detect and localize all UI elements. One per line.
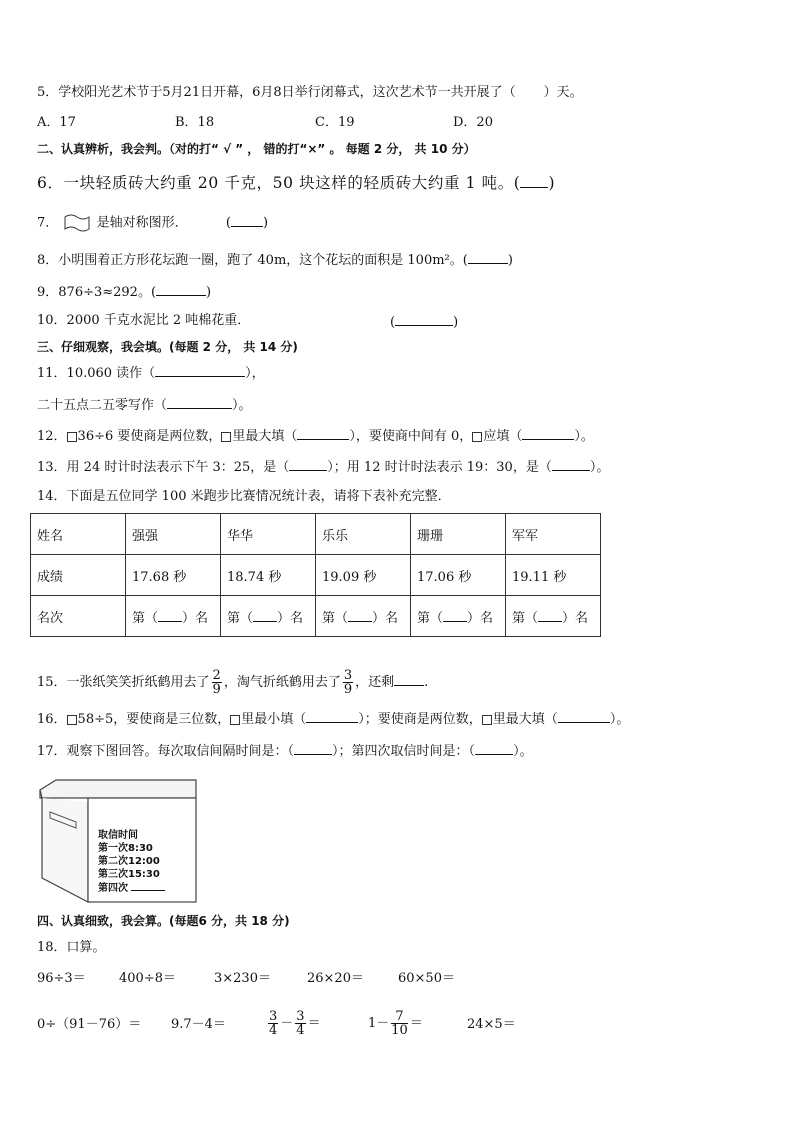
q10-close: ) bbox=[453, 315, 459, 330]
section3-heading: 三、仔细观察，我会填。(每题 2 分， 共 14 分) bbox=[37, 340, 298, 354]
table-row bbox=[31, 596, 601, 637]
rank-cell[interactable] bbox=[316, 596, 411, 637]
q7-question bbox=[37, 213, 268, 233]
rank-cell[interactable] bbox=[126, 596, 221, 637]
mailbox-line-3: 第三次15:30 bbox=[98, 869, 160, 880]
q15-text-a: 15．一张纸笑笑折纸鹤用去了 bbox=[37, 675, 210, 690]
q16-question bbox=[37, 710, 629, 728]
rank-suffix: ）名 bbox=[182, 610, 209, 626]
q5-option-d[interactable]: D．20 bbox=[453, 115, 493, 130]
q9-question bbox=[37, 283, 211, 301]
q15-text-b: ，淘气折纸鹤用去了 bbox=[223, 675, 341, 690]
q15-question bbox=[37, 668, 428, 698]
q13-answer-blank-1[interactable] bbox=[289, 458, 327, 471]
fraction-denominator: 9 bbox=[343, 682, 353, 697]
q18-item: 3×230＝ bbox=[214, 971, 271, 986]
q9-close: ) bbox=[206, 285, 212, 300]
student-name: 强强 bbox=[126, 514, 221, 555]
rank-cell[interactable] bbox=[506, 596, 601, 637]
q18-item: 26×20＝ bbox=[307, 971, 364, 986]
rank-suffix: ）名 bbox=[277, 610, 304, 626]
rank-blank[interactable] bbox=[158, 609, 182, 622]
q5-option-a[interactable]: A．17 bbox=[37, 115, 76, 130]
fraction-3-9 bbox=[343, 669, 353, 696]
q13-text-c: ）。 bbox=[589, 460, 610, 475]
rank-blank[interactable] bbox=[348, 609, 372, 622]
fraction-2-9 bbox=[212, 669, 222, 696]
equals-sign: ＝ bbox=[409, 1016, 423, 1031]
q13-text-b: ）；用 12 时计时法表示 19：30，是（ bbox=[327, 460, 552, 475]
section4-heading: 四、认真细致，我会算。(每题6 分，共 18 分) bbox=[37, 914, 290, 928]
q11-text2-end: ）。 bbox=[232, 398, 252, 413]
q9-text: 9．876÷3≈292。( bbox=[37, 285, 157, 300]
q18-item: 0÷（91－76）＝ bbox=[37, 1017, 142, 1032]
q5-text: 5．学校阳光艺术节于5月21日开幕，6月8日举行闭幕式，这次艺术节一共开展了（ bbox=[37, 85, 516, 100]
q7-answer-blank[interactable] bbox=[231, 214, 263, 227]
q15-text-c: ，还剩 bbox=[355, 675, 395, 690]
student-score: 19.11 秒 bbox=[506, 555, 601, 596]
q7-text: 是轴对称图形． bbox=[96, 215, 188, 231]
q6-question bbox=[37, 173, 555, 191]
q13-text-a: 13．用 24 时计时法表示下午 3：25，是（ bbox=[37, 460, 290, 475]
q16-text-e: 里最大填（ bbox=[492, 712, 558, 727]
q12-text-d: 应填（ bbox=[483, 429, 523, 444]
q11-line1 bbox=[37, 364, 265, 382]
rank-blank[interactable] bbox=[538, 609, 562, 622]
section2-heading: 二、认真辨析，我会判。（对的打“ √ ” ， 错的打“×” 。 每题 2 分， 共 10 分） bbox=[37, 142, 476, 156]
q16-text-b: 58÷5，要使商是三位数， bbox=[77, 712, 231, 727]
q11-answer-blank-1[interactable] bbox=[155, 364, 245, 377]
student-name: 珊珊 bbox=[411, 514, 506, 555]
fraction-3-4 bbox=[295, 1010, 305, 1037]
fraction-denominator: 4 bbox=[269, 1023, 278, 1038]
rank-prefix: 第（ bbox=[417, 610, 444, 626]
mailbox-schedule bbox=[98, 829, 165, 895]
q11-line2 bbox=[37, 396, 252, 414]
mailbox-line-4-row bbox=[98, 881, 165, 895]
q17-text-c: ）。 bbox=[513, 744, 533, 759]
wave-shape-icon bbox=[62, 213, 92, 233]
q8-answer-blank[interactable] bbox=[468, 251, 508, 264]
q6-answer-blank[interactable] bbox=[520, 173, 548, 188]
fraction-7-10 bbox=[391, 1010, 408, 1037]
mailbox-line-2: 第二次12:00 bbox=[98, 856, 160, 867]
q16-number: 16． bbox=[37, 712, 67, 727]
q13-question bbox=[37, 458, 609, 476]
mailbox-line-1: 第一次8:30 bbox=[98, 843, 153, 854]
q5-option-b[interactable]: B．18 bbox=[175, 115, 215, 130]
q18-fraction-expr-1 bbox=[266, 1006, 321, 1042]
fraction-numerator: 3 bbox=[269, 1009, 278, 1024]
q11-text-end: ）， bbox=[245, 366, 265, 381]
q18-item: 400÷8＝ bbox=[119, 971, 176, 986]
mailbox-line-4: 第四次 bbox=[98, 883, 128, 894]
q18-fraction-expr-2 bbox=[368, 1006, 423, 1042]
q6-text: 6．一块轻质砖大约重 20 千克，50 块这样的轻质砖大约重 1 吨。( bbox=[37, 174, 521, 192]
q10-open: ( bbox=[390, 315, 396, 330]
rank-suffix: ）名 bbox=[467, 610, 494, 626]
mailbox-fourth-blank bbox=[131, 881, 165, 891]
race-score-table bbox=[30, 513, 601, 637]
q12-text-e: ）。 bbox=[574, 429, 594, 444]
student-score: 19.09 秒 bbox=[316, 555, 411, 596]
q16-text-f: ）。 bbox=[609, 712, 630, 727]
rank-cell[interactable] bbox=[411, 596, 506, 637]
q5-answer-blank[interactable] bbox=[516, 84, 544, 96]
q16-text-c: 里最小填（ bbox=[241, 712, 307, 727]
q18-item: 9.7－4＝ bbox=[171, 1017, 226, 1032]
q10-text: 10．2000 千克水泥比 2 吨棉花重． bbox=[37, 313, 251, 328]
rank-blank[interactable] bbox=[253, 609, 277, 622]
fraction-3-4 bbox=[268, 1010, 278, 1037]
rank-prefix: 第（ bbox=[132, 610, 159, 626]
q9-answer-blank[interactable] bbox=[156, 283, 206, 296]
rank-prefix: 第（ bbox=[512, 610, 539, 626]
square-placeholder-icon bbox=[67, 715, 77, 725]
fraction-numerator: 7 bbox=[391, 1010, 408, 1024]
square-placeholder-icon bbox=[482, 715, 492, 725]
fraction-denominator: 9 bbox=[212, 682, 221, 697]
q11-text: 11．10.060 读作（ bbox=[37, 366, 156, 381]
q5-text-end: ）天。 bbox=[543, 85, 583, 100]
q12-text-c: ），要使商中间有 0， bbox=[349, 429, 473, 444]
student-name: 军军 bbox=[506, 514, 601, 555]
fraction-numerator: 2 bbox=[212, 668, 221, 683]
q17-answer-blank-1[interactable] bbox=[294, 742, 332, 755]
q7-number: 7． bbox=[37, 215, 59, 231]
minus-sign: － bbox=[280, 1016, 294, 1031]
equals-sign: ＝ bbox=[307, 1016, 321, 1031]
q5-option-c[interactable]: C．19 bbox=[315, 115, 355, 130]
fraction-numerator: 3 bbox=[296, 1009, 305, 1024]
q8-text: 8．小明围着正方形花坛跑一圈，跑了 40m，这个花坛的面积是 100m²。( bbox=[37, 253, 468, 268]
table-row bbox=[31, 514, 601, 555]
student-score: 17.68 秒 bbox=[126, 555, 221, 596]
row-header-score: 成绩 bbox=[31, 555, 126, 596]
rank-suffix: ）名 bbox=[562, 610, 589, 626]
square-placeholder-icon bbox=[230, 715, 240, 725]
q17-answer-blank-2[interactable] bbox=[475, 742, 513, 755]
student-name: 华华 bbox=[221, 514, 316, 555]
student-score: 18.74 秒 bbox=[221, 555, 316, 596]
q18-item: 96÷3＝ bbox=[37, 971, 86, 986]
q16-answer-blank-1[interactable] bbox=[306, 710, 358, 723]
q12-text-b: 里最大填（ bbox=[232, 429, 298, 444]
q14-intro: 14．下面是五位同学 100 米跑步比赛情况统计表，请将下表补充完整． bbox=[37, 489, 451, 504]
q12-text-a: 36÷6 要使商是两位数， bbox=[77, 429, 222, 444]
q10-answer bbox=[390, 313, 458, 331]
q15-text-d: . bbox=[424, 675, 429, 690]
q15-answer-blank[interactable] bbox=[394, 673, 424, 686]
q18-item: 60×50＝ bbox=[398, 971, 455, 986]
q8-close: ) bbox=[507, 253, 513, 268]
rank-blank[interactable] bbox=[443, 609, 467, 622]
rank-cell[interactable] bbox=[221, 596, 316, 637]
q11-answer-blank-2[interactable] bbox=[167, 396, 232, 409]
q18-label: 18．口算。 bbox=[37, 940, 106, 955]
q7-close: ) bbox=[262, 215, 269, 231]
q10-answer-blank[interactable] bbox=[395, 313, 453, 326]
rank-suffix: ）名 bbox=[372, 610, 399, 626]
fraction-denominator: 10 bbox=[391, 1023, 408, 1038]
q16-answer-blank-2[interactable] bbox=[558, 710, 610, 723]
row-header-name: 姓名 bbox=[31, 514, 126, 555]
row-header-rank: 名次 bbox=[31, 596, 126, 637]
q12-answer-blank-2[interactable] bbox=[522, 427, 574, 440]
square-placeholder-icon bbox=[67, 432, 77, 442]
table-row bbox=[31, 555, 601, 596]
q6-close: ) bbox=[548, 174, 556, 192]
q10-question bbox=[37, 313, 250, 329]
rank-prefix: 第（ bbox=[322, 610, 349, 626]
q17-text-a: 17．观察下图回答。每次取信间隔时间是：（ bbox=[37, 744, 295, 759]
q13-answer-blank-2[interactable] bbox=[552, 458, 590, 471]
mailbox-title: 取信时间 bbox=[98, 830, 138, 841]
q17-question bbox=[37, 742, 533, 760]
q17-text-b: ）；第四次取信时间是：（ bbox=[332, 744, 476, 759]
rank-prefix: 第（ bbox=[227, 610, 254, 626]
q11-text2: 二十五点二五零写作（ bbox=[37, 398, 168, 413]
q12-question: 12． 36÷6 要使商是两位数， 里最大填（ ），要使商中间有 0， 应填（ ）。 bbox=[37, 429, 594, 444]
q12-answer-blank-1[interactable] bbox=[297, 427, 349, 440]
square-placeholder-icon bbox=[472, 432, 482, 442]
square-placeholder-icon bbox=[221, 432, 231, 442]
q7-open: ( bbox=[225, 215, 231, 231]
student-score: 17.06 秒 bbox=[411, 555, 506, 596]
one-minus: 1－ bbox=[368, 1016, 390, 1031]
student-name: 乐乐 bbox=[316, 514, 411, 555]
q5-question bbox=[37, 84, 583, 101]
fraction-numerator: 3 bbox=[343, 668, 353, 683]
q8-question bbox=[37, 251, 513, 269]
fraction-denominator: 4 bbox=[296, 1023, 305, 1038]
q16-text-d: ）；要使商是两位数， bbox=[358, 712, 482, 727]
q18-item: 24×5＝ bbox=[467, 1017, 516, 1032]
